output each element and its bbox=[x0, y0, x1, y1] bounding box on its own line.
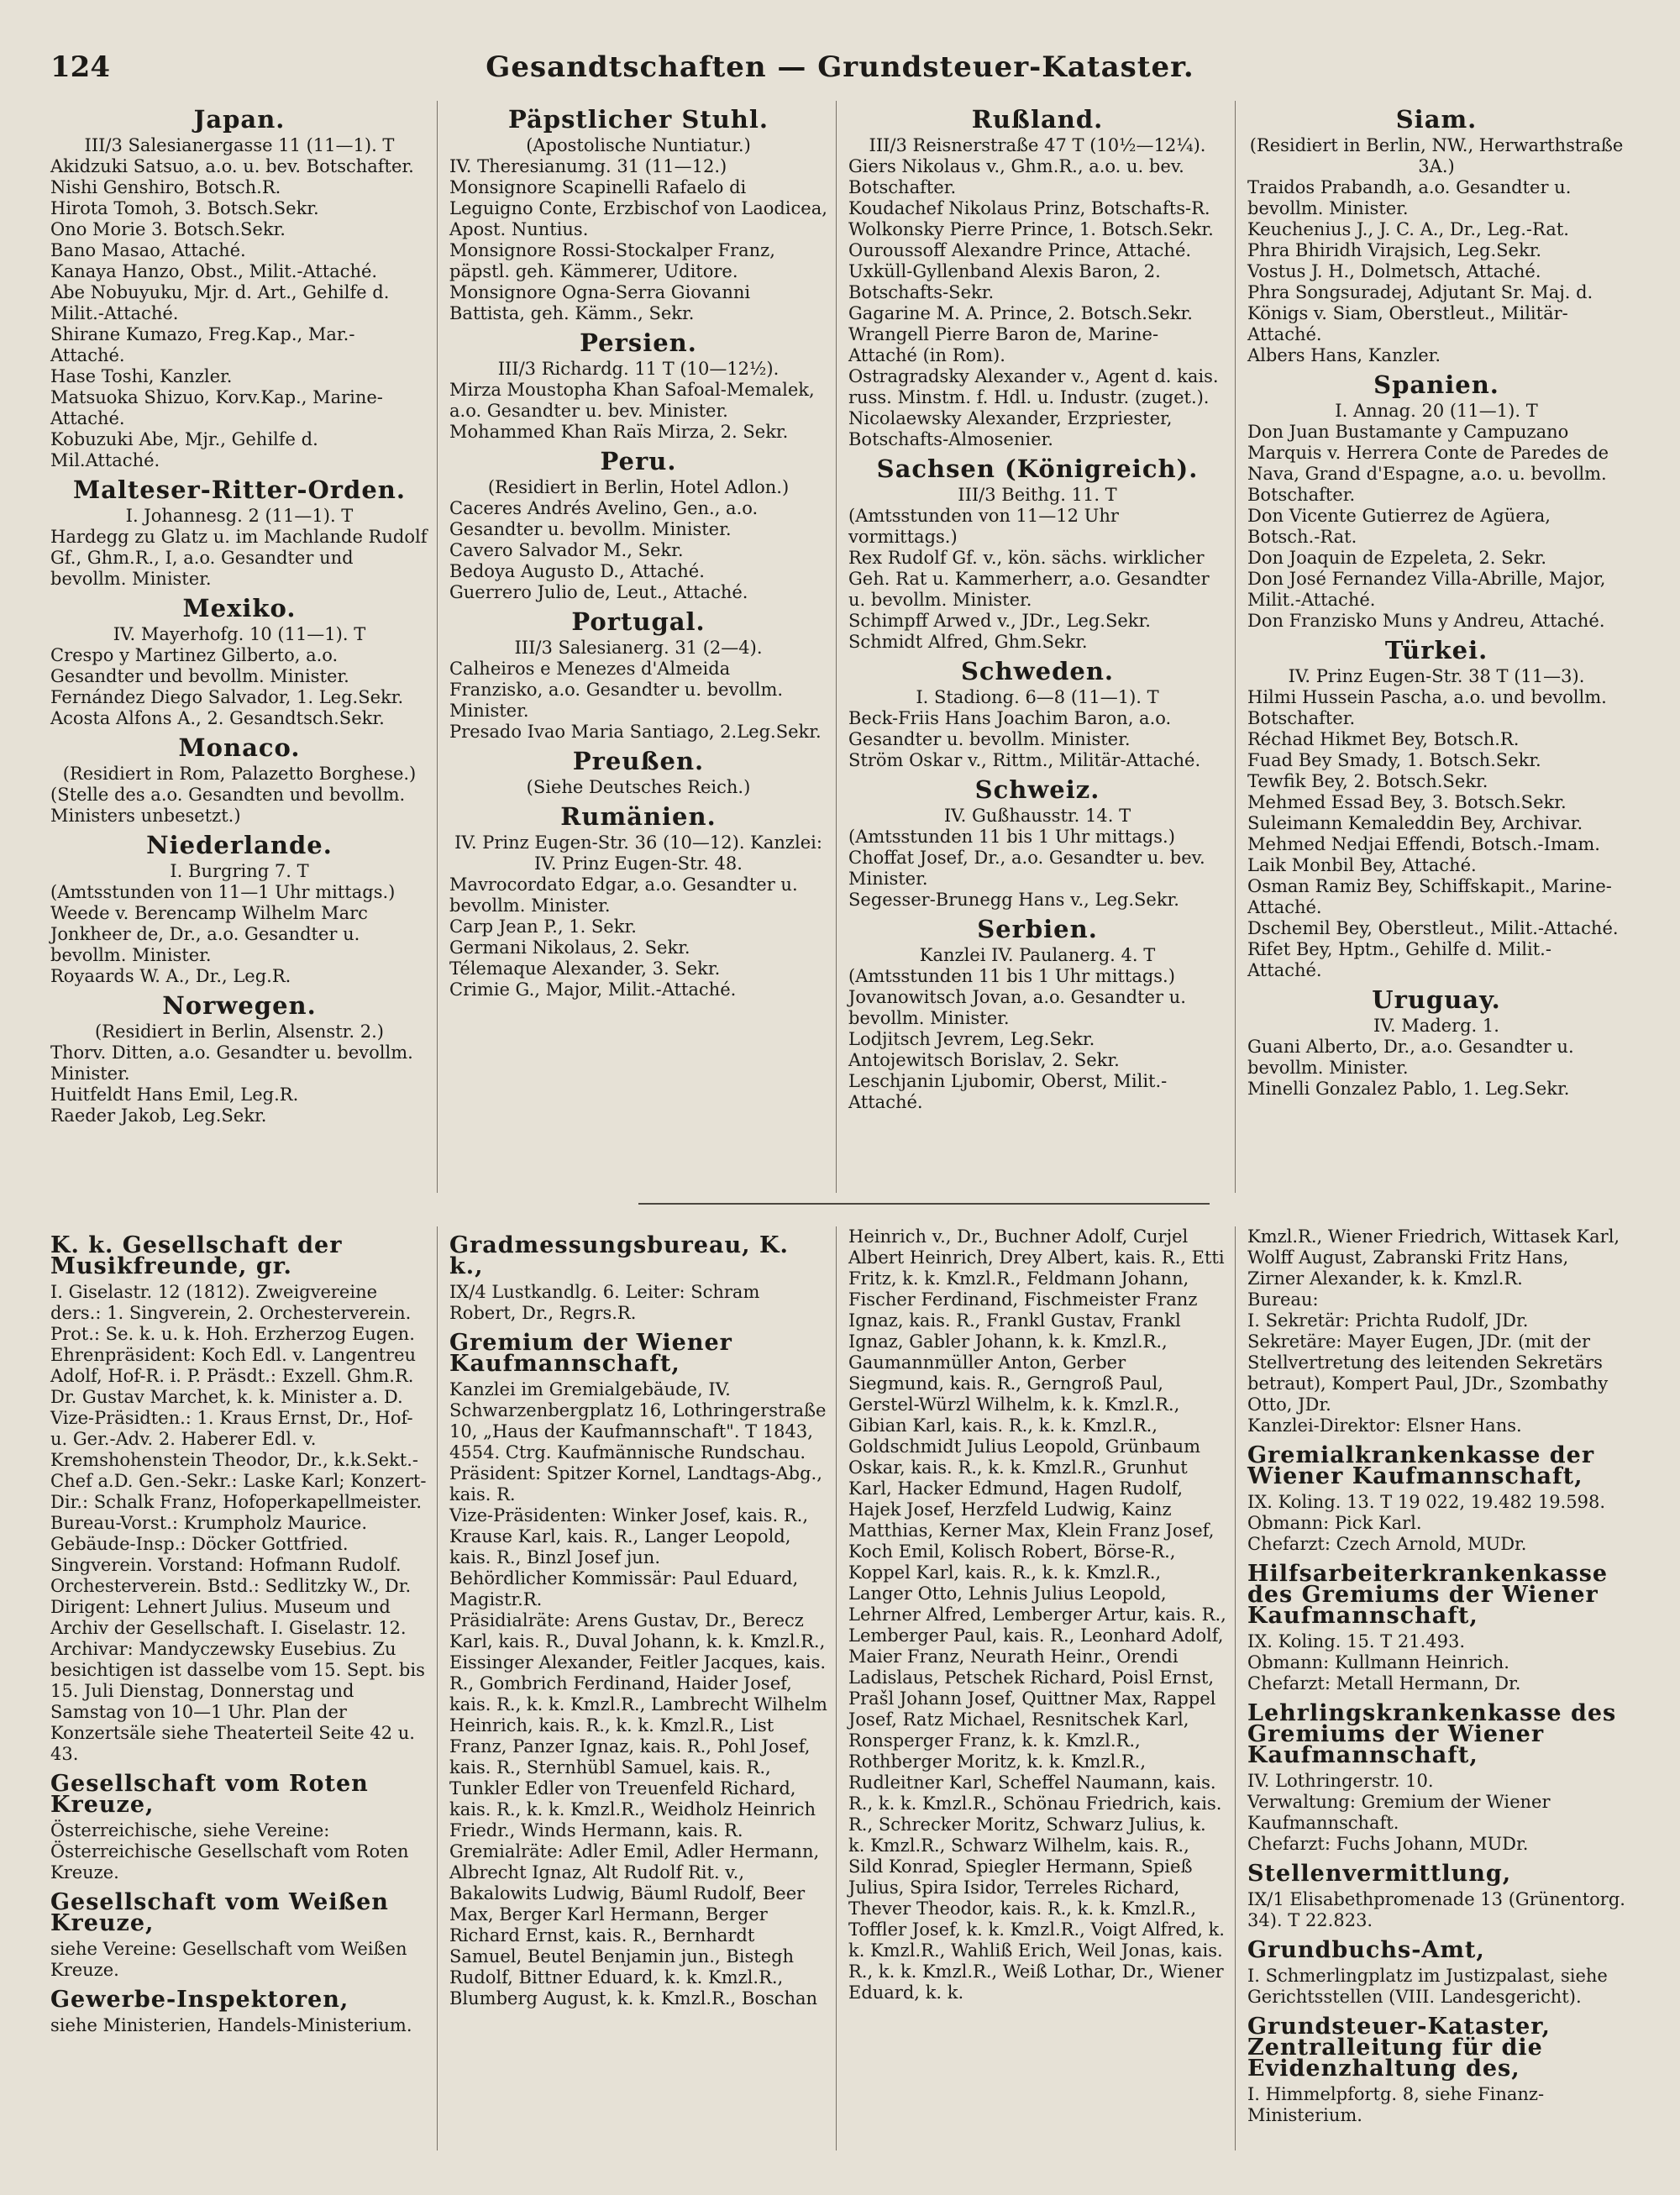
entry-line: Uxküll-Gyllenband Alexis Baron, 2. Botschafts-Sekr. bbox=[848, 261, 1167, 302]
page-header bbox=[50, 50, 1630, 101]
entry-line: Monsignore Ogna-Serra Giovanni Battista, geh. Kämm., Sekr. bbox=[449, 282, 756, 323]
upper-column-4 bbox=[1247, 101, 1629, 1100]
column-divider bbox=[437, 1226, 438, 2150]
entry-line: Hardegg zu Glatz u. im Machlande Rudolf Gf., Ghm.R., I, a.o. Gesandter und bevollm. Minister. bbox=[50, 527, 433, 589]
section-rule bbox=[638, 1203, 1210, 1205]
entry-line: Hase Toshi, Kanzler. bbox=[50, 366, 233, 386]
entry-line: Matsuoka Shizuo, Korv.Kap., Marine-Attaché. bbox=[50, 387, 383, 428]
entry-line: Wolkonsky Pierre Prince, 1. Botsch.Sekr. bbox=[848, 219, 1214, 239]
entry-line: Osman Ramiz Bey, Schiffskapit., Marine-Attaché. bbox=[1247, 876, 1612, 917]
entry-line: IX/1 Elisabethpromenade 13 (Grünentorg. 34). T 22.823. bbox=[1247, 1889, 1631, 1930]
entry-line: Acosta Alfons A., 2. Gesandtsch.Sekr. bbox=[50, 708, 385, 728]
entry-line: Rifet Bey, Hptm., Gehilfe d. Milit.-Attaché. bbox=[1247, 939, 1551, 980]
entry-line: Antojewitsch Borislav, 2. Sekr. bbox=[848, 1050, 1120, 1070]
entry-line: Vostus J. H., Dolmetsch, Attaché. bbox=[1247, 261, 1541, 281]
entry-line: Hilmi Hussein Pascha, a.o. und bevollm. Botschafter. bbox=[1247, 687, 1613, 728]
entry-line: Bano Masao, Attaché. bbox=[50, 240, 246, 260]
entry-line: IV. Gußhausstr. 14. T bbox=[943, 806, 1131, 826]
entry-line: Dschemil Bey, Oberstleut., Milit.-Attaché. bbox=[1247, 918, 1619, 938]
entry-line: IX/4 Lustkandlg. 6. Leiter: Schram Robert, Dr., Regrs.R. bbox=[449, 1282, 766, 1323]
entry-line: siehe Vereine: Gesellschaft vom Weißen Kreuze. bbox=[50, 1939, 413, 1980]
entry-line: (Residiert in Rom, Palazetto Borghese.) bbox=[62, 764, 417, 784]
section-title: K. k. Gesellschaft der Musikfreunde, gr. bbox=[50, 1232, 343, 1279]
upper-column-2 bbox=[449, 101, 833, 1000]
column-divider bbox=[836, 101, 837, 1193]
entry-line: III/3 Salesianerg. 31 (2—4). bbox=[514, 638, 763, 658]
entry-line: Don Franzisko Muns y Andreu, Attaché. bbox=[1247, 611, 1605, 631]
entry-line: siehe Ministerien, Handels-Ministerium. bbox=[50, 2015, 412, 2035]
entry-line: IV. Theresianumg. 31 (11—12.) bbox=[449, 156, 727, 176]
entry-line: I. Sekretär: Prichta Rudolf, JDr. bbox=[1247, 1310, 1529, 1331]
entry-line: I. Burgring 7. T bbox=[170, 861, 309, 881]
entry-line: Thorv. Ditten, a.o. Gesandter u. bevollm. Minister. bbox=[50, 1042, 419, 1084]
entry-line: Don Joaquin de Ezpeleta, 2. Sekr. bbox=[1247, 548, 1547, 568]
entry-line: I. Annag. 20 (11—1). T bbox=[1335, 401, 1538, 421]
section-title: Spanien. bbox=[1373, 370, 1499, 399]
section-title: Türkei. bbox=[1384, 636, 1488, 664]
entry-line: I. Stadiong. 6—8 (11—1). T bbox=[916, 687, 1159, 707]
entry-line: IV. Prinz Eugen-Str. 38 T (11—3). bbox=[1288, 666, 1585, 686]
entry-line: Fuad Bey Smady, 1. Botsch.Sekr. bbox=[1247, 750, 1541, 770]
lower-column-4 bbox=[1247, 1226, 1631, 2126]
entry-line: Suleimann Kemaleddin Bey, Archivar. bbox=[1247, 813, 1583, 833]
entry-line: Carp Jean P., 1. Sekr. bbox=[449, 916, 637, 937]
entry-line: I. Giselastr. 12 (1812). Zweigvereine ders.: 1. Singverein, 2. Orchesterverein. Prot.: Se. k. u. k. Hoh. Erzherzog Eugen. Ehrenpräsident: Koch Edl. v. Langentreu Adolf, Hof-R. i. P. Präsdt.: Exzell. Ghm.R. Dr. Gustav Marchet, k. k. Minister a. D. Vize-Präsidten.: 1. Kraus Ernst, Dr., Hof- u. Ger.-Adv. 2. Haberer Edl. v. Kremshohenstein Theodor, Dr., k.k.Sekt.-Chef a.D. Gen.-Sekr.: Laske Karl; Konzert-Dir.: Schalk Franz, Hofoperkapellmeister. Bureau-Vorst.: Krumpholz Maurice. Gebäude-Insp.: Döcker Gottfried. Singverein. Vorstand: Hofmann Rudolf. Orchesterverein. Bstd.: Sedlitzky W., Dr. Dirigent: Lehnert Julius. Museum und Archiv der Gesellschaft. I. Giselastr. 12. Archivar: Mandyczewsky Eusebius. Zu besichtigen ist dasselbe vom 15. Sept. bis 15. Juli Dienstag, Donnerstag und Samstag von 10—1 Uhr. Plan der Konzertsäle siehe Theaterteil Seite 42 u. 43. bbox=[50, 1282, 431, 1764]
entry-line: Obmann: Pick Karl. bbox=[1247, 1513, 1422, 1533]
entry-line: Kanaya Hanzo, Obst., Milit.-Attaché. bbox=[50, 261, 378, 281]
section-title: Uruguay. bbox=[1372, 985, 1501, 1014]
entry-line: Kmzl.R., Wiener Friedrich, Wittasek Karl, Wolff August, Zabranski Fritz Hans, Zirner Alexander, k. k. Kmzl.R. bbox=[1247, 1226, 1625, 1289]
entry-line: Lodjitsch Jevrem, Leg.Sekr. bbox=[848, 1029, 1095, 1049]
column-divider bbox=[437, 101, 438, 1193]
entry-line: Vize-Präsidenten: Winker Josef, kais. R., Krause Karl, kais. R., Langer Leopold, kais. R., Binzl Josef jun. bbox=[449, 1505, 814, 1567]
entry-line: Keuchenius J., J. C. A., Dr., Leg.-Rat. bbox=[1247, 219, 1569, 239]
entry-line: Chefarzt: Fuchs Johann, MUDr. bbox=[1247, 1834, 1529, 1854]
entry-line: Wrangell Pierre Baron de, Marine-Attaché (in Rom). bbox=[848, 324, 1159, 365]
entry-line: (Residiert in Berlin, Alsenstr. 2.) bbox=[95, 1021, 384, 1042]
lower-column-1 bbox=[50, 1226, 431, 2036]
upper-column-1 bbox=[50, 101, 433, 1126]
entry-line: Guerrero Julio de, Leut., Attaché. bbox=[449, 582, 748, 602]
entry-line: Bedoya Augusto D., Attaché. bbox=[449, 561, 705, 581]
entry-line: Schimpff Arwed v., JDr., Leg.Sekr. bbox=[848, 611, 1151, 631]
entry-line: Gremialräte: Adler Emil, Adler Hermann, Albrecht Ignaz, Alt Rudolf Rit. v., Bakalowits Ludwig, Bäuml Rudolf, Beer Max, Berger Karl Hermann, Berger Richard Ernst, kais. R., Bernhardt Samuel, Beutel Benjamin jun., Bistegh Rudolf, Bittner Eduard, k. k. Kmzl.R., Blumberg August, k. k. Kmzl.R., Boschan bbox=[449, 1841, 825, 2009]
entry-line: Hirota Tomoh, 3. Botsch.Sekr. bbox=[50, 198, 319, 218]
entry-line: III/3 Richardg. 11 T (10—12½). bbox=[497, 359, 780, 379]
entry-line: Raeder Jakob, Leg.Sekr. bbox=[50, 1105, 267, 1126]
entry-line: III/3 Salesianergasse 11 (11—1). T bbox=[84, 135, 395, 155]
entry-line: I. Himmelpfortg. 8, siehe Finanz-Ministerium. bbox=[1247, 2084, 1545, 2125]
entry-line: (Amtsstunden 11 bis 1 Uhr mittags.) bbox=[848, 827, 1175, 847]
entry-line: Ouroussoff Alexandre Prince, Attaché. bbox=[848, 240, 1192, 260]
section-title: Grundbuchs-Amt, bbox=[1247, 1937, 1485, 1963]
section-title: Gradmessungsbureau, K. k., bbox=[449, 1232, 789, 1279]
entry-line: Heinrich v., Dr., Buchner Adolf, Curjel Albert Heinrich, Drey Albert, kais. R., Etti Fritz, k. k. Kmzl.R., Feldmann Johann, Fischer Ferdinand, Fischmeister Franz Ignaz, kais. R., Frankl Gustav, Frankl Ignaz, Gabler Johann, k. k. Kmzl.R., Gaumannmüller Anton, Gerber Siegmund, kais. R., Gerngroß Paul, Gerstel-Würzl Wilhelm, k. k. Kmzl.R., Gibian Karl, kais. R., k. k. Kmzl.R., Goldschmidt Julius Leopold, Grünbaum Oskar, kais. R., k. k. Kmzl.R., Grunhut Karl, Hacker Edmund, Hagen Rudolf, Hajek Josef, Herzfeld Ludwig, Kainz Matthias, Kerner Max, Klein Franz Josef, Koch Emil, Kolisch Robert, Börse-R., Koppel Karl, kais. R., k. k. Kmzl.R., Langer Otto, Lehnis Julius Leopold, Lehrner Alfred, Lemberger Artur, kais. R., Lemberger Paul, kais. R., Leonhard Adolf, Maier Franz, Neurath Heinr., Orendi Ladislaus, Petschek Richard, Poisl Ernst, Prašl Johann Josef, Quittner Max, Rappel Josef, Ratz Michael, Resnitschek Karl, Ronsperger Franz, k. k. Kmzl.R., Rothberger Moritz, k. k. Kmzl.R., Rudleitner Karl, Scheffel Naumann, kais. R., k. k. Kmzl.R., Schönau Friedrich, kais. R., Schrecker Moritz, Schwarz Julius, k. k. Kmzl.R., Schwarz Wilhelm, kais. R., Sild Konrad, Spiegler Hermann, Spieß Julius, Spira Isidor, Terreles Richard, Thever Theodor, kais. R., k. k. Kmzl.R., Toffler Josef, k. k. Kmzl.R., Voigt Alfred, k. k. Kmzl.R., Wahliß Erich, Weil Jonas, kais. R., k. k. Kmzl.R., Weiß Lothar, Dr., Wiener Eduard, k. k. bbox=[848, 1226, 1232, 2003]
entry-line: Österreichische, siehe Vereine: Österreichische Gesellschaft vom Roten Kreuze. bbox=[50, 1820, 415, 1883]
entry-line: (Amtsstunden 11 bis 1 Uhr mittags.) bbox=[848, 966, 1175, 986]
entry-line: Schmidt Alfred, Ghm.Sekr. bbox=[848, 632, 1088, 652]
section-title: Gewerbe-Inspektoren, bbox=[50, 1987, 349, 2013]
section-title: Japan. bbox=[193, 105, 286, 134]
entry-line: Nicolaewsky Alexander, Erzpriester, Botschafts-Almosenier. bbox=[848, 408, 1179, 449]
entry-line: Mohammed Khan Raïs Mirza, 2. Sekr. bbox=[449, 422, 789, 442]
section-title: Rumänien. bbox=[560, 802, 717, 831]
entry-line: Monsignore Rossi-Stockalper Franz, päpstl. geh. Kämmerer, Uditore. bbox=[449, 240, 781, 281]
section-title: Schweiz. bbox=[974, 775, 1100, 804]
entry-line: Jovanowitsch Jovan, a.o. Gesandter u. bevollm. Minister. bbox=[848, 987, 1192, 1028]
entry-line: Beck-Friis Hans Joachim Baron, a.o. Gesandter u. bevollm. Minister. bbox=[848, 708, 1177, 749]
entry-line: (Siehe Deutsches Reich.) bbox=[526, 777, 751, 797]
entry-line: Guani Alberto, Dr., a.o. Gesandter u. bevollm. Minister. bbox=[1247, 1037, 1580, 1078]
entry-line: Crimie G., Major, Milit.-Attaché. bbox=[449, 979, 737, 1000]
section-title: Gesellschaft vom Roten Kreuze, bbox=[50, 1771, 369, 1818]
entry-line: Crespo y Martinez Gilberto, a.o. Gesandter und bevollm. Minister. bbox=[50, 645, 349, 686]
entry-line: Mavrocordato Edgar, a.o. Gesandter u. bevollm. Minister. bbox=[449, 874, 804, 916]
entry-line: Royaards W. A., Dr., Leg.R. bbox=[50, 966, 291, 986]
entry-line: Fernández Diego Salvador, 1. Leg.Sekr. bbox=[50, 687, 404, 707]
entry-line: I. Johannesg. 2 (11—1). T bbox=[125, 506, 354, 526]
section-title: Preußen. bbox=[572, 747, 705, 775]
entry-line: Cavero Salvador M., Sekr. bbox=[449, 540, 684, 560]
section-title: Sachsen (Königreich). bbox=[876, 454, 1199, 483]
entry-line: Sekretäre: Mayer Eugen, JDr. (mit der Stellvertretung des leitenden Sekretärs betraut), Kompert Paul, JDr., Szombathy Otto, JDr. bbox=[1247, 1331, 1614, 1415]
entry-line: Don José Fernandez Villa-Abrille, Major, Milit.-Attaché. bbox=[1247, 569, 1612, 610]
section-title: Rußland. bbox=[971, 105, 1104, 134]
section-title: Stellenvermittlung, bbox=[1247, 1861, 1512, 1887]
entry-line: Choffat Josef, Dr., a.o. Gesandter u. bev. Minister. bbox=[848, 848, 1211, 889]
entry-line: Don Vicente Gutierrez de Agüera, Botsch.-Rat. bbox=[1247, 506, 1557, 547]
entry-line: Gagarine M. A. Prince, 2. Botsch.Sekr. bbox=[848, 303, 1193, 323]
entry-line: IX. Koling. 15. T 21.493. bbox=[1247, 1631, 1466, 1652]
entry-line: Weede v. Berencamp Wilhelm Marc Jonkheer de, Dr., a.o. Gesandter u. bevollm. Minister. bbox=[50, 903, 374, 965]
entry-line: Kanzlei IV. Paulanerg. 4. T bbox=[919, 945, 1156, 965]
entry-line: Obmann: Kullmann Heinrich. bbox=[1247, 1652, 1509, 1673]
section-title: Gremialkrankenkasse der Wiener Kaufmannschaft, bbox=[1247, 1442, 1595, 1489]
entry-line: Mehmed Nedjai Effendi, Botsch.-Imam. bbox=[1247, 834, 1600, 854]
entry-line: Mirza Moustopha Khan Safoal-Memalek, a.o. Gesandter u. bev. Minister. bbox=[449, 380, 821, 421]
entry-line: Caceres Andrés Avelino, Gen., a.o. Gesandter u. bevollm. Minister. bbox=[449, 498, 764, 539]
entry-line: Albers Hans, Kanzler. bbox=[1247, 345, 1441, 365]
entry-line: Mehmed Essad Bey, 3. Botsch.Sekr. bbox=[1247, 792, 1567, 812]
entry-line: Minelli Gonzalez Pablo, 1. Leg.Sekr. bbox=[1247, 1079, 1570, 1099]
entry-line: Rex Rudolf Gf. v., kön. sächs. wirklicher Geh. Rat u. Kammerherr, a.o. Gesandter u. bevollm. Minister. bbox=[848, 548, 1215, 610]
section-title: Monaco. bbox=[178, 733, 301, 762]
entry-line: IX. Koling. 13. T 19 022, 19.482 19.598. bbox=[1247, 1492, 1606, 1512]
running-title: Gesandtschaften — Grundsteuer-Kataster. bbox=[486, 50, 1194, 84]
entry-line: Koudachef Nikolaus Prinz, Botschafts-R. bbox=[848, 198, 1210, 218]
entry-line: Ström Oskar v., Rittm., Militär-Attaché. bbox=[848, 750, 1201, 770]
entry-line: I. Schmerlingplatz im Justizpalast, siehe Gerichtsstellen (VIII. Landesgericht). bbox=[1247, 1966, 1614, 2007]
entry-line: Réchad Hikmet Bey, Botsch.R. bbox=[1247, 729, 1520, 749]
entry-line: IV. Prinz Eugen-Str. 36 (10—12). Kanzlei: IV. Prinz Eugen-Str. 48. bbox=[454, 832, 828, 874]
section-title: Peru. bbox=[600, 447, 677, 475]
entry-line: Behördlicher Kommissär: Paul Eduard, Magistr.R. bbox=[449, 1568, 804, 1609]
lower-column-2 bbox=[449, 1226, 833, 2009]
column-divider bbox=[836, 1226, 837, 2150]
section-title: Hilfsarbeiterkrankenkasse des Gremiums der Wiener Kaufmannschaft, bbox=[1247, 1561, 1609, 1629]
entry-line: IV. Mayerhofg. 10 (11—1). T bbox=[113, 624, 366, 644]
section-title: Niederlande. bbox=[146, 831, 333, 859]
entry-line: Segesser-Brunegg Hans v., Leg.Sekr. bbox=[848, 890, 1179, 910]
entry-line: Tewfik Bey, 2. Botsch.Sekr. bbox=[1247, 771, 1488, 791]
entry-line: Monsignore Scapinelli Rafaelo di Leguigno Conte, Erzbischof von Laodicea, Apost. Nuntius. bbox=[449, 177, 833, 239]
section-title: Gesellschaft vom Weißen Kreuze, bbox=[50, 1889, 389, 1936]
section-title: Päpstlicher Stuhl. bbox=[507, 105, 769, 134]
entry-line: (Residiert in Berlin, Hotel Adlon.) bbox=[487, 477, 790, 497]
column-divider bbox=[1235, 1226, 1236, 2150]
column-divider bbox=[1235, 101, 1236, 1193]
page-number: 124 bbox=[50, 50, 110, 84]
entry-line: Nishi Genshiro, Botsch.R. bbox=[50, 177, 281, 197]
entry-line: III/3 Beithg. 11. T bbox=[958, 485, 1117, 505]
entry-line: Don Juan Bustamante y Campuzano Marquis v. Herrera Conte de Paredes de Nava, Grand d'Espagne, a.o. u. bevollm. Botschafter. bbox=[1247, 422, 1614, 505]
entry-line: Ostragradsky Alexander v., Agent d. kais. russ. Minstm. f. Hdl. u. Industr. (zuget.). bbox=[848, 366, 1225, 407]
entry-line: Chefarzt: Czech Arnold, MUDr. bbox=[1247, 1534, 1527, 1554]
section-title: Portugal. bbox=[571, 607, 706, 636]
entry-line: Leschjanin Ljubomir, Oberst, Milit.-Attaché. bbox=[848, 1071, 1168, 1112]
entry-line: Präsident: Spitzer Kornel, Landtags-Abg., kais. R. bbox=[449, 1463, 828, 1504]
section-title: Mexiko. bbox=[182, 594, 297, 622]
entry-line: Kanzlei im Gremialgebäude, IV. Schwarzenbergplatz 16, Lothringerstraße 10, „Haus der Kaufmannschaft". T 1843, 4554. Ctrg. Kaufmännische Rundschau. bbox=[449, 1379, 832, 1462]
entry-line: Präsidialräte: Arens Gustav, Dr., Berecz Karl, kais. R., Duval Johann, k. k. Kmzl.R., Eissinger Alexander, Feitler Jacques, kais. R., Gombrich Ferdinand, Haider Josef, kais. R., k. k. Kmzl.R., Lambrecht Wilhelm Heinrich, kais. R., k. k. Kmzl.R., List Franz, Panzer Ignaz, kais. R., Pohl Josef, kais. R., Sternhübl Samuel, kais. R., Tunkler Edler von Treuenfeld Richard, kais. R., k. k. Kmzl.R., Weidholz Heinrich Friedr., Winds Hermann, kais. R. bbox=[449, 1610, 833, 1841]
lower-column-3 bbox=[848, 1226, 1232, 2003]
entry-line: Phra Songsuradej, Adjutant Sr. Maj. d. Königs v. Siam, Oberstleut., Militär-Attaché. bbox=[1247, 282, 1599, 344]
entry-line: III/3 Reisnerstraße 47 T (10½—12¼). bbox=[869, 135, 1206, 155]
section-title: Gremium der Wiener Kaufmannschaft, bbox=[449, 1330, 732, 1377]
section-title: Grundsteuer-Kataster, Zentralleitung für die Evidenzhaltung des, bbox=[1247, 2014, 1551, 2082]
entry-line: Giers Nikolaus v., Ghm.R., a.o. u. bev. Botschafter. bbox=[848, 156, 1190, 197]
entry-line: Shirane Kumazo, Freg.Kap., Mar.-Attaché. bbox=[50, 324, 355, 365]
entry-line: Télemaque Alexander, 3. Sekr. bbox=[449, 958, 721, 979]
entry-line: (Apostolische Nuntiatur.) bbox=[526, 135, 751, 155]
entry-line: (Stelle des a.o. Gesandten und bevollm. Ministers unbesetzt.) bbox=[50, 785, 411, 826]
entry-line: Chefarzt: Metall Hermann, Dr. bbox=[1247, 1673, 1521, 1694]
entry-line: Kobuzuki Abe, Mjr., Gehilfe d. Mil.Attaché. bbox=[50, 429, 324, 470]
entry-line: IV. Lothringerstr. 10. bbox=[1247, 1771, 1434, 1791]
section-title: Norwegen. bbox=[162, 991, 317, 1020]
entry-line: (Residiert in Berlin, NW., Herwarthstraße 3A.) bbox=[1249, 135, 1629, 176]
entry-line: Laik Monbil Bey, Attaché. bbox=[1247, 855, 1477, 875]
entry-line: Abe Nobuyuku, Mjr. d. Art., Gehilfe d. Milit.-Attaché. bbox=[50, 282, 396, 323]
entry-line: Germani Nikolaus, 2. Sekr. bbox=[449, 937, 690, 958]
entry-line: Bureau: bbox=[1247, 1289, 1319, 1310]
section-title: Lehrlingskrankenkasse des Gremiums der Wiener Kaufmannschaft, bbox=[1247, 1700, 1617, 1768]
entry-line: Huitfeldt Hans Emil, Leg.R. bbox=[50, 1084, 299, 1105]
section-title: Serbien. bbox=[977, 915, 1098, 943]
entry-line: Akidzuki Satsuo, a.o. u. bev. Botschafter. bbox=[50, 156, 414, 176]
section-title: Siam. bbox=[1395, 105, 1478, 134]
entry-line: Ono Morie 3. Botsch.Sekr. bbox=[50, 219, 286, 239]
entry-line: Calheiros e Menezes d'Almeida Franzisko, a.o. Gesandter u. bevollm. Minister. bbox=[449, 659, 789, 721]
entry-line: Verwaltung: Gremium der Wiener Kaufmannschaft. bbox=[1247, 1792, 1557, 1833]
entry-line: (Amtsstunden von 11—1 Uhr mittags.) bbox=[50, 882, 396, 902]
entry-line: Presado Ivao Maria Santiago, 2.Leg.Sekr. bbox=[449, 722, 822, 742]
entry-line: Phra Bhiridh Virajsich, Leg.Sekr. bbox=[1247, 240, 1542, 260]
section-title: Schweden. bbox=[960, 657, 1114, 685]
section-title: Malteser-Ritter-Orden. bbox=[73, 475, 406, 504]
upper-column-3 bbox=[848, 101, 1226, 1113]
entry-line: IV. Maderg. 1. bbox=[1373, 1016, 1499, 1036]
entry-line: Kanzlei-Direktor: Elsner Hans. bbox=[1247, 1415, 1522, 1436]
section-title: Persien. bbox=[580, 328, 697, 357]
entry-line: (Amtsstunden von 11—12 Uhr vormittags.) bbox=[848, 506, 1125, 547]
entry-line: Traidos Prabandh, a.o. Gesandter u. bevollm. Minister. bbox=[1247, 177, 1578, 218]
